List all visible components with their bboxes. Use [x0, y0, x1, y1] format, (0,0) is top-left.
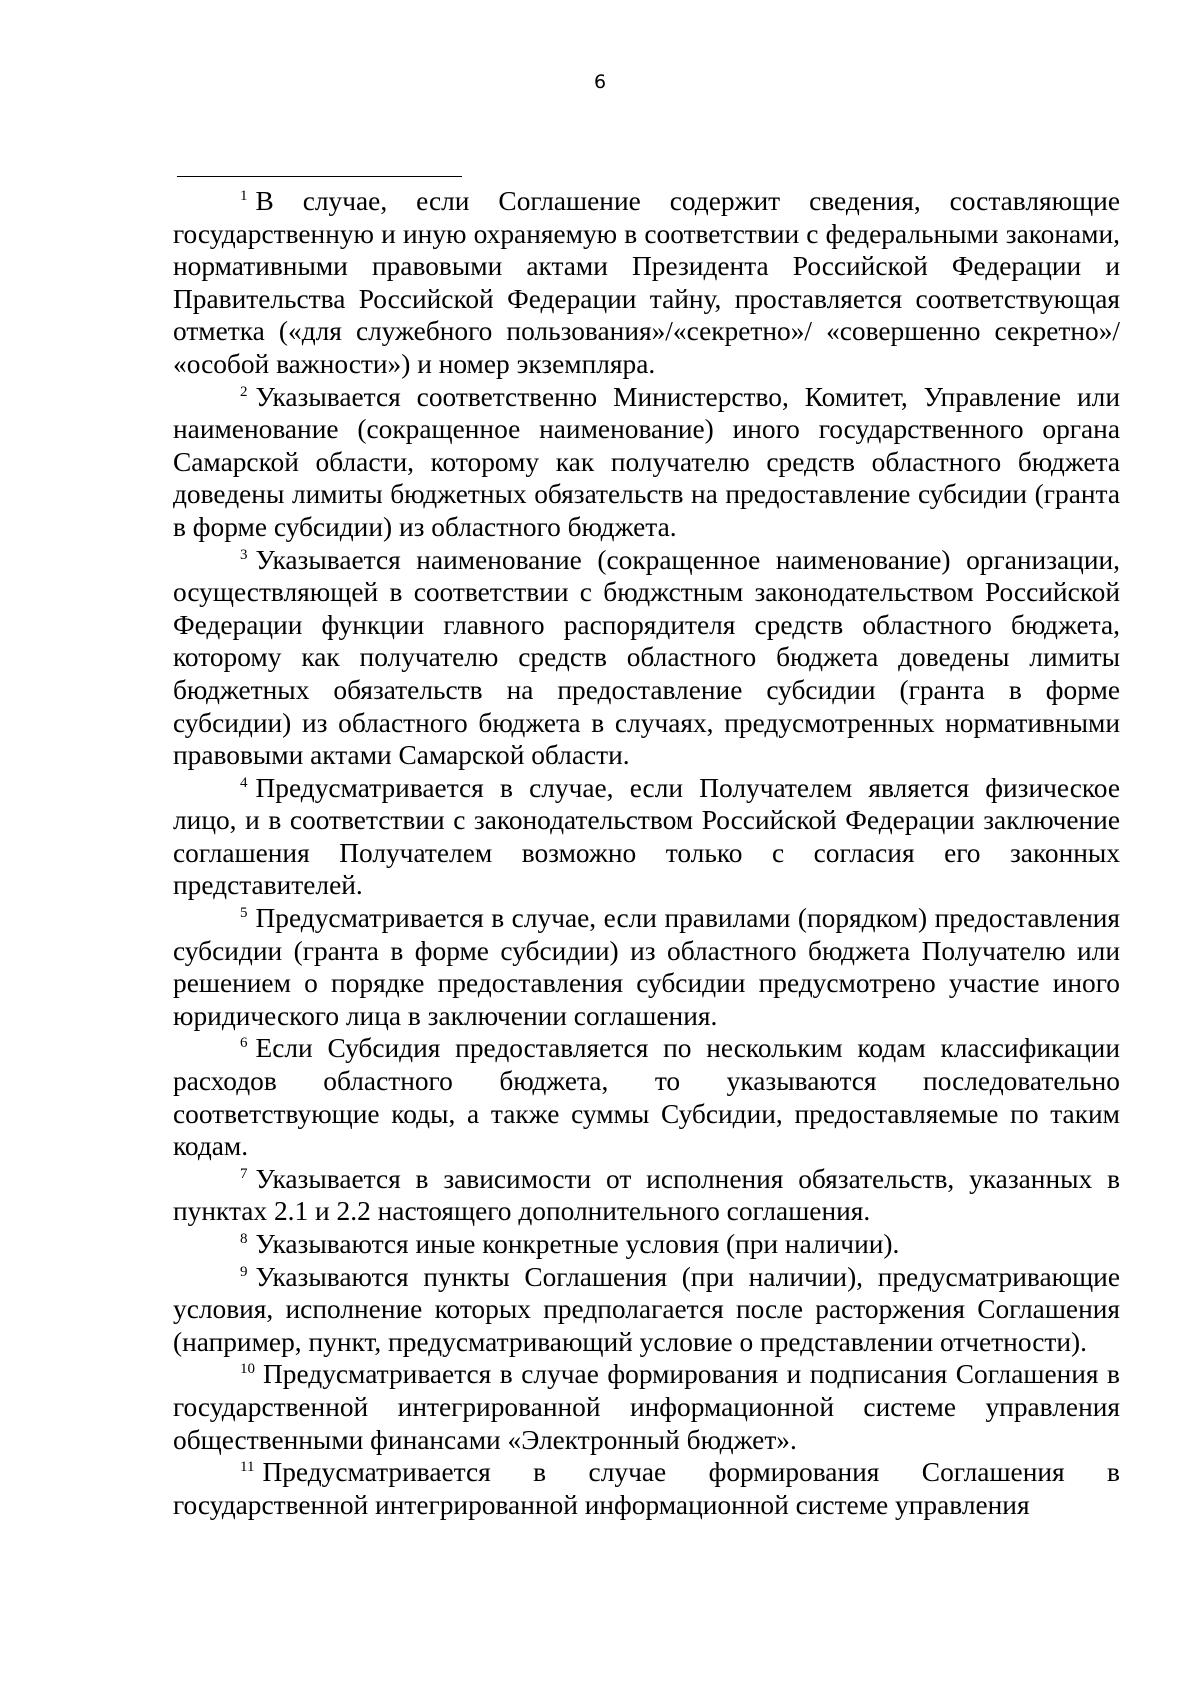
footnote-8	[173, 1228, 1120, 1261]
footnote-text: Указывается наименование (сокращенное наименование) организации, осуществляющей в соответствии с бюджстным законодательством Российской Федерации функции главного распорядителя средств областного бюджета, которому как получателю средств областного бюджета доведены лимиты бюджетных обязательств на предоставление субсидии (гранта в форме субсидии) из областного бюджета в случаях, предусмотренных нормативными правовыми актами Самарской области.	[173, 544, 1120, 771]
footnote-mark: 10	[240, 1361, 255, 1378]
footnote-mark: 4	[240, 774, 248, 791]
footnote-text: Предусматривается в случае, если правилами (порядком) предоставления субсидии (гранта в форме субсидии) из областного бюджета Получателю или решением о порядке предоставления субсидии предусмотрено участие иного юридического лица в заключении соглашения.	[173, 903, 1120, 1031]
footnote-mark: 6	[240, 1035, 248, 1052]
footnote-mark: 9	[240, 1263, 248, 1280]
footnote-text: Указываются пункты Соглашения (при наличии), предусматривающие условия, исполнение которых предполагается после расторжения Соглашения (например, пункт, предусматривающий условие о представлении отчетности).	[173, 1261, 1120, 1357]
footnote-11	[173, 1456, 1120, 1521]
footnote-text: Указываются иные конкретные условия (при наличии).	[255, 1229, 900, 1259]
footnote-text: В случае, если Соглашение содержит сведения, составляющие государственную и иную охраняемую в соответствии с федеральными законами, нормативными правовыми актами Президента Российской Федерации и Правительства Российской Федерации тайну, проставляется соответствующая отметка («для служебного пользования»/«секретно»/ «совершенно секретно»/ «особой важности») и номер экземпляра.	[173, 186, 1120, 379]
footnote-text: Указывается соответственно Министерство, Комитет, Управление или наименование (сокращенное наименование) иного государственного органа Самарской области, которому как получателю средств областного бюджета доведены лимиты бюджетных обязательств на предоставление субсидии (гранта в форме субсидии) из областного бюджета.	[173, 381, 1120, 542]
footnote-mark: 11	[240, 1459, 255, 1476]
footnote-text: Предусматривается в случае, если Получателем является физическое лицо, и в соответствии с законодательством Российской Федерации заключение соглашения Получателем возможно только с согласия его законных представителей.	[173, 772, 1120, 901]
footnote-text: Предусматривается в случае формирования Соглашения в государственной интегрированной информационной системе управления	[173, 1457, 1120, 1520]
footnote-2	[173, 381, 1120, 544]
footnote-5	[173, 902, 1120, 1032]
footnote-text: Если Субсидия предоставляется по нескольким кодам классификации расходов областного бюджета, то указываются последовательно соответствующие коды, а также суммы Субсидии, предоставляемые по таким кодам.	[173, 1033, 1120, 1162]
footnote-text: Предусматривается в случае формирования и подписания Соглашения в государственной интегрированной информационной системе управления общественными финансами «Электронный бюджет».	[173, 1359, 1120, 1455]
footnote-1	[173, 185, 1120, 381]
footnote-mark: 8	[240, 1231, 248, 1247]
footnote-text: Указывается в зависимости от исполнения обязательств, указанных в пунктах 2.1 и 2.2 настоящего дополнительного соглашения.	[173, 1163, 1120, 1227]
footnote-4	[173, 772, 1120, 902]
footnote-mark: 3	[240, 546, 248, 563]
footnote-mark: 2	[240, 383, 248, 400]
footnote-mark: 5	[240, 905, 248, 922]
footnote-6	[173, 1032, 1120, 1162]
footnotes-block	[173, 185, 1120, 1521]
footnote-mark: 7	[240, 1165, 248, 1182]
footnote-9	[173, 1261, 1120, 1359]
footnote-3	[173, 544, 1120, 772]
footnote-separator	[177, 176, 462, 177]
page-number: 6	[593, 71, 607, 93]
footnote-mark: 1	[240, 188, 248, 204]
footnote-10	[173, 1358, 1120, 1456]
footnote-7	[173, 1163, 1120, 1228]
